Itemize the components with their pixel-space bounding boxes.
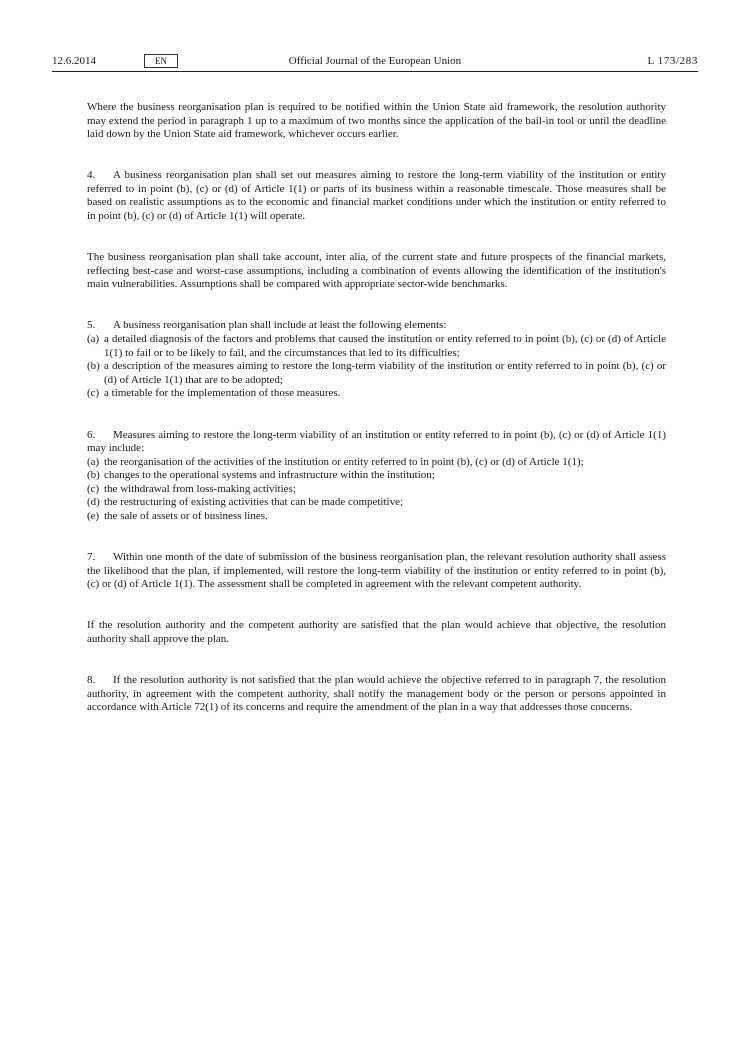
- paragraph-number: 4.: [87, 169, 96, 182]
- list-item: [87, 469, 666, 483]
- list-item-label: (c): [87, 482, 100, 495]
- list-item-label: (a): [87, 455, 100, 468]
- list-item-label: (b): [87, 360, 100, 373]
- list-item: [87, 510, 666, 524]
- paragraph-4-continuation: The business reorganisation plan shall take account, inter alia, of the current state and future prospects of the financial markets, reflecting best-case and worst-case assumptions, including a combination of events allowing the identification of the institution's main vulnerabilities. Assumptions shall be compared with appropriate sector-wide benchmarks.: [87, 251, 666, 291]
- paragraph-text: Measures aiming to restore the long-term viability of an institution or entity referred to in point (b), (c) or (d) of Article 1(1) may include:: [87, 428, 666, 455]
- list-item-text: a timetable for the implementation of those measures.: [104, 387, 341, 400]
- header-divider: [52, 71, 698, 72]
- language-badge: EN: [144, 54, 178, 68]
- page-reference: L 173/283: [647, 55, 698, 67]
- list-item: [87, 456, 666, 470]
- paragraph-number: 8.: [87, 674, 96, 687]
- list-item-text: the reorganisation of the activities of the institution or entity referred to in point (b), (c) or (d) of Article 1(1);: [104, 455, 584, 468]
- paragraph-text: If the resolution authority is not satisfied that the plan would achieve the objective referred to in paragraph 7, the resolution authority, in agreement with the competent authority, shall notify the management body or the person or persons appointed in accordance with Article 72(1) of its concerns and require the amendment of the plan in a way that addresses those concerns.: [87, 674, 666, 714]
- list-item-label: (d): [87, 496, 100, 509]
- paragraph-text: Within one month of the date of submission of the business reorganisation plan, the relevant resolution authority shall assess the likelihood that the plan, if implemented, will restore the long-term viability of the institution or entity referred to in point (b), (c) or (d) of Article 1(1). The assessment shall be completed in agreement with the relevant competent authority.: [87, 551, 666, 591]
- journal-title: Official Journal of the European Union: [288, 55, 462, 67]
- list-item-text: the sale of assets or of business lines.: [104, 510, 268, 523]
- list-item-text: a detailed diagnosis of the factors and problems that caused the institution or entity referred to in point (b), (c) or (d) of Article 1(1) to fail or to be likely to fail, and the circumstances that led to its difficulties;: [104, 333, 666, 359]
- list-item-text: changes to the operational systems and infrastructure within the institution;: [104, 469, 435, 482]
- list-item-text: a description of the measures aiming to restore the long-term viability of the institution or entity referred to in point (b), (c) or (d) of Article 1(1) that are to be adopted;: [104, 360, 666, 386]
- paragraph-6: [87, 429, 666, 456]
- list-item: [87, 333, 666, 360]
- list-item: [87, 387, 666, 401]
- paragraph-text: A business reorganisation plan shall include at least the following elements:: [113, 319, 447, 332]
- list-item-text: the restructuring of existing activities that can be made competitive;: [104, 496, 404, 509]
- list-item-label: (b): [87, 469, 100, 482]
- list-item: [87, 360, 666, 387]
- list-item-label: (a): [87, 333, 100, 346]
- paragraph-number: 6.: [87, 428, 96, 441]
- paragraph-number: 7.: [87, 551, 96, 564]
- list-item: [87, 483, 666, 497]
- paragraph-text: A business reorganisation plan shall set out measures aiming to restore the long-term viability of the institution or entity referred to in point (b), (c) or (d) of Article 1(1) or parts of its business within a reasonable timescale. Those measures shall be based on realistic assumptions as to the economic and financial market conditions under which the institution or entity referred to in point (b), (c) or (d) of Article 1(1) will operate.: [87, 169, 666, 223]
- paragraph-4: [87, 169, 666, 223]
- paragraph-7: [87, 551, 666, 592]
- document-body: [87, 101, 666, 715]
- list-item-label: (c): [87, 387, 100, 400]
- page-header: [52, 54, 698, 70]
- publication-date: 12.6.2014: [52, 55, 96, 67]
- list-item-label: (e): [87, 510, 100, 523]
- intro-paragraph: Where the business reorganisation plan is required to be notified within the Union State aid framework, the resolution authority may extend the period in paragraph 1 up to a maximum of two months since the application of the bail-in tool or until the deadline laid down by the Union State aid framework, whichever occurs earlier.: [87, 101, 666, 141]
- list-item-text: the withdrawal from loss-making activities;: [104, 482, 296, 495]
- paragraph-7-continuation: If the resolution authority and the competent authority are satisfied that the plan would achieve that objective, the resolution authority shall approve the plan.: [87, 619, 666, 646]
- list-item: [87, 496, 666, 510]
- paragraph-8: [87, 674, 666, 715]
- paragraph-5: [87, 319, 666, 333]
- paragraph-number: 5.: [87, 319, 96, 332]
